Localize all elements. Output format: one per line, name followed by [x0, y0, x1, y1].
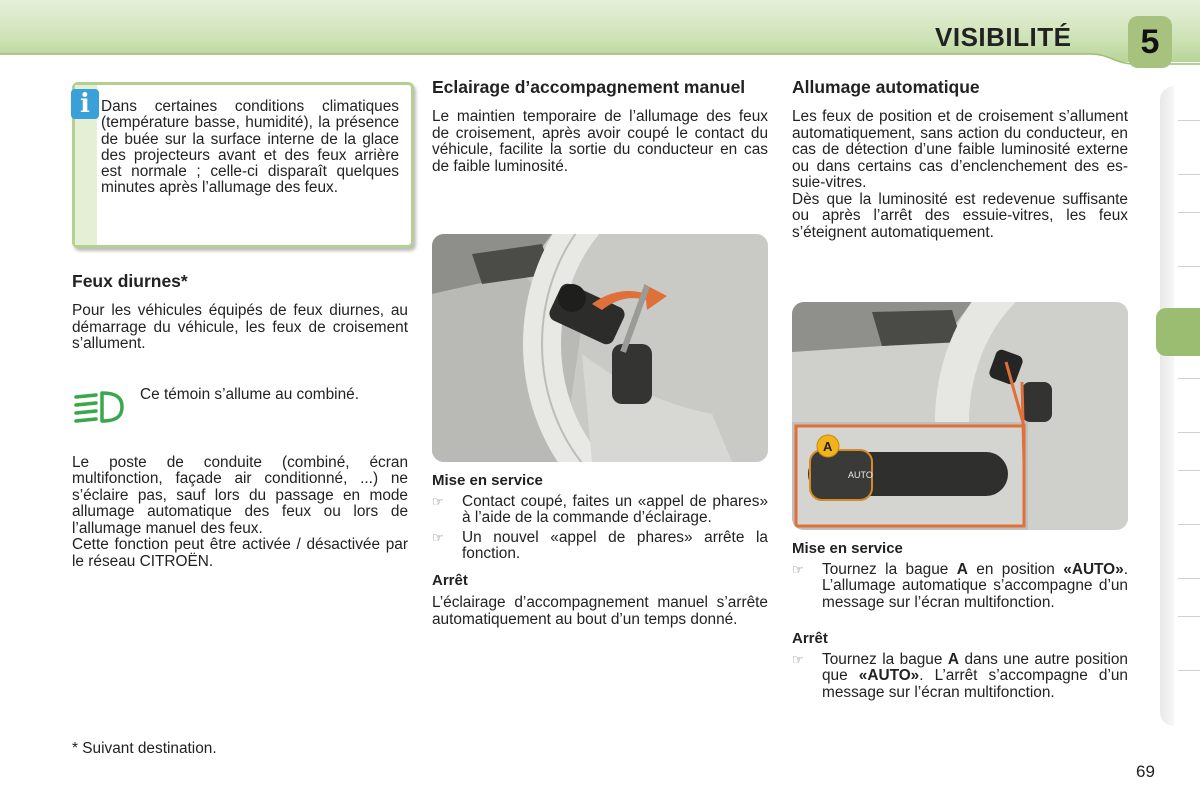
feux-diurnes-intro: Pour les véhicules équipés de feux diurnes, au démarrage du véhicule, les feux de croisement s’allument.: [72, 302, 408, 352]
bullet-text: Tournez la bague A en position «AUTO». L’allumage automatique s’accompagne d’un message sur l’écran multifonction.: [822, 560, 1128, 611]
accompagnement-intro: Le maintien temporaire de l’allumage des feux de croisement, après avoir coupé le contact du véhicule, facilite la sortie du conducteur en cas de faible luminosité.: [432, 108, 768, 175]
list-item: [792, 562, 1128, 612]
list-item: [792, 652, 1128, 702]
list-item: [432, 494, 768, 527]
heading-allumage-automatique: Allumage automatique: [792, 77, 980, 97]
chapter-tabs: [1160, 86, 1200, 726]
pointing-hand-icon: ☞: [432, 529, 444, 545]
subheading-mise-en-service-auto: Mise en service: [792, 540, 903, 557]
subheading-arret-auto: Arrêt: [792, 630, 828, 647]
steering-column-illustration: [432, 234, 768, 462]
arret-text: L’éclairage d’accompagnement manuel s’arrête automatiquement au bout d’un temps donné.: [432, 594, 768, 628]
heading-eclairage-accompagnement: Eclairage d’accompagnement manuel: [432, 77, 746, 97]
auto-lighting-illustration: [792, 302, 1128, 530]
activation-text: Cette fonction peut être activée / désactivée par le réseau CITROËN.: [72, 536, 408, 570]
bullet-text: Tournez la bague A dans une autre position que «AUTO». L’arrêt s’accompagne d’un message sur l’écran multifonction.: [822, 650, 1128, 701]
auto-label: AUTO: [848, 470, 873, 480]
pointing-hand-icon: ☞: [792, 561, 804, 577]
info-icon: i: [71, 89, 99, 119]
witness-light-text: Ce témoin s’allume au combiné.: [140, 385, 359, 403]
poste-conduite-text: Le poste de conduite (combiné, écran multifonction, façade air conditionné, ...) ne s’éclaire pas, sauf lors du passage en mode allumage automatique des feux ou lors de l’allumage manuel des feux.: [72, 453, 408, 537]
allumage-auto-extinction: Dès que la luminosité est redevenue suffisante ou après l’arrêt des essuie-vitres, les feux s’éteignent automatiquement.: [792, 190, 1128, 241]
auto-lighting-photo: [792, 302, 1128, 530]
list-item: [432, 530, 768, 563]
info-box-text: Dans certaines conditions climatiques (température basse, humidité), la présence de buée sur la surface interne de la glace des projecteurs avant et des feux arrière est normale ; celle-ci disparaît quelques minutes après l’allumage des feux.: [101, 98, 399, 197]
footnote: * Suivant destination.: [72, 740, 217, 757]
info-box: [72, 82, 414, 248]
bullet-text: Contact coupé, faites un «appel de phares» à l’aide de la commande d’éclairage.: [462, 492, 768, 526]
pointing-hand-icon: ☞: [792, 651, 804, 667]
subheading-mise-en-service: Mise en service: [432, 472, 543, 489]
allumage-auto-intro: Les feux de position et de croisement s’allument automatiquement, sans action du conducteur, en cas de détection d’une faible luminosité externe ou dans certains cas d’enclenchement des essuie-vitres.: [792, 108, 1128, 191]
lighting-stalk-photo: [432, 234, 768, 462]
dipped-beam-warning-light-icon: [72, 389, 128, 425]
callout-label-a: A: [823, 439, 833, 454]
subheading-arret: Arrêt: [432, 571, 468, 589]
page-number: 69: [1136, 762, 1155, 781]
heading-feux-diurnes: Feux diurnes*: [72, 271, 188, 291]
chapter-tab-active[interactable]: [1156, 308, 1200, 356]
chapter-number-badge: 5: [1128, 16, 1172, 68]
bullet-text: Un nouvel «appel de phares» arrête la fonction.: [462, 528, 768, 562]
pointing-hand-icon: ☞: [432, 493, 444, 509]
section-title: VISIBILITÉ: [935, 22, 1072, 52]
